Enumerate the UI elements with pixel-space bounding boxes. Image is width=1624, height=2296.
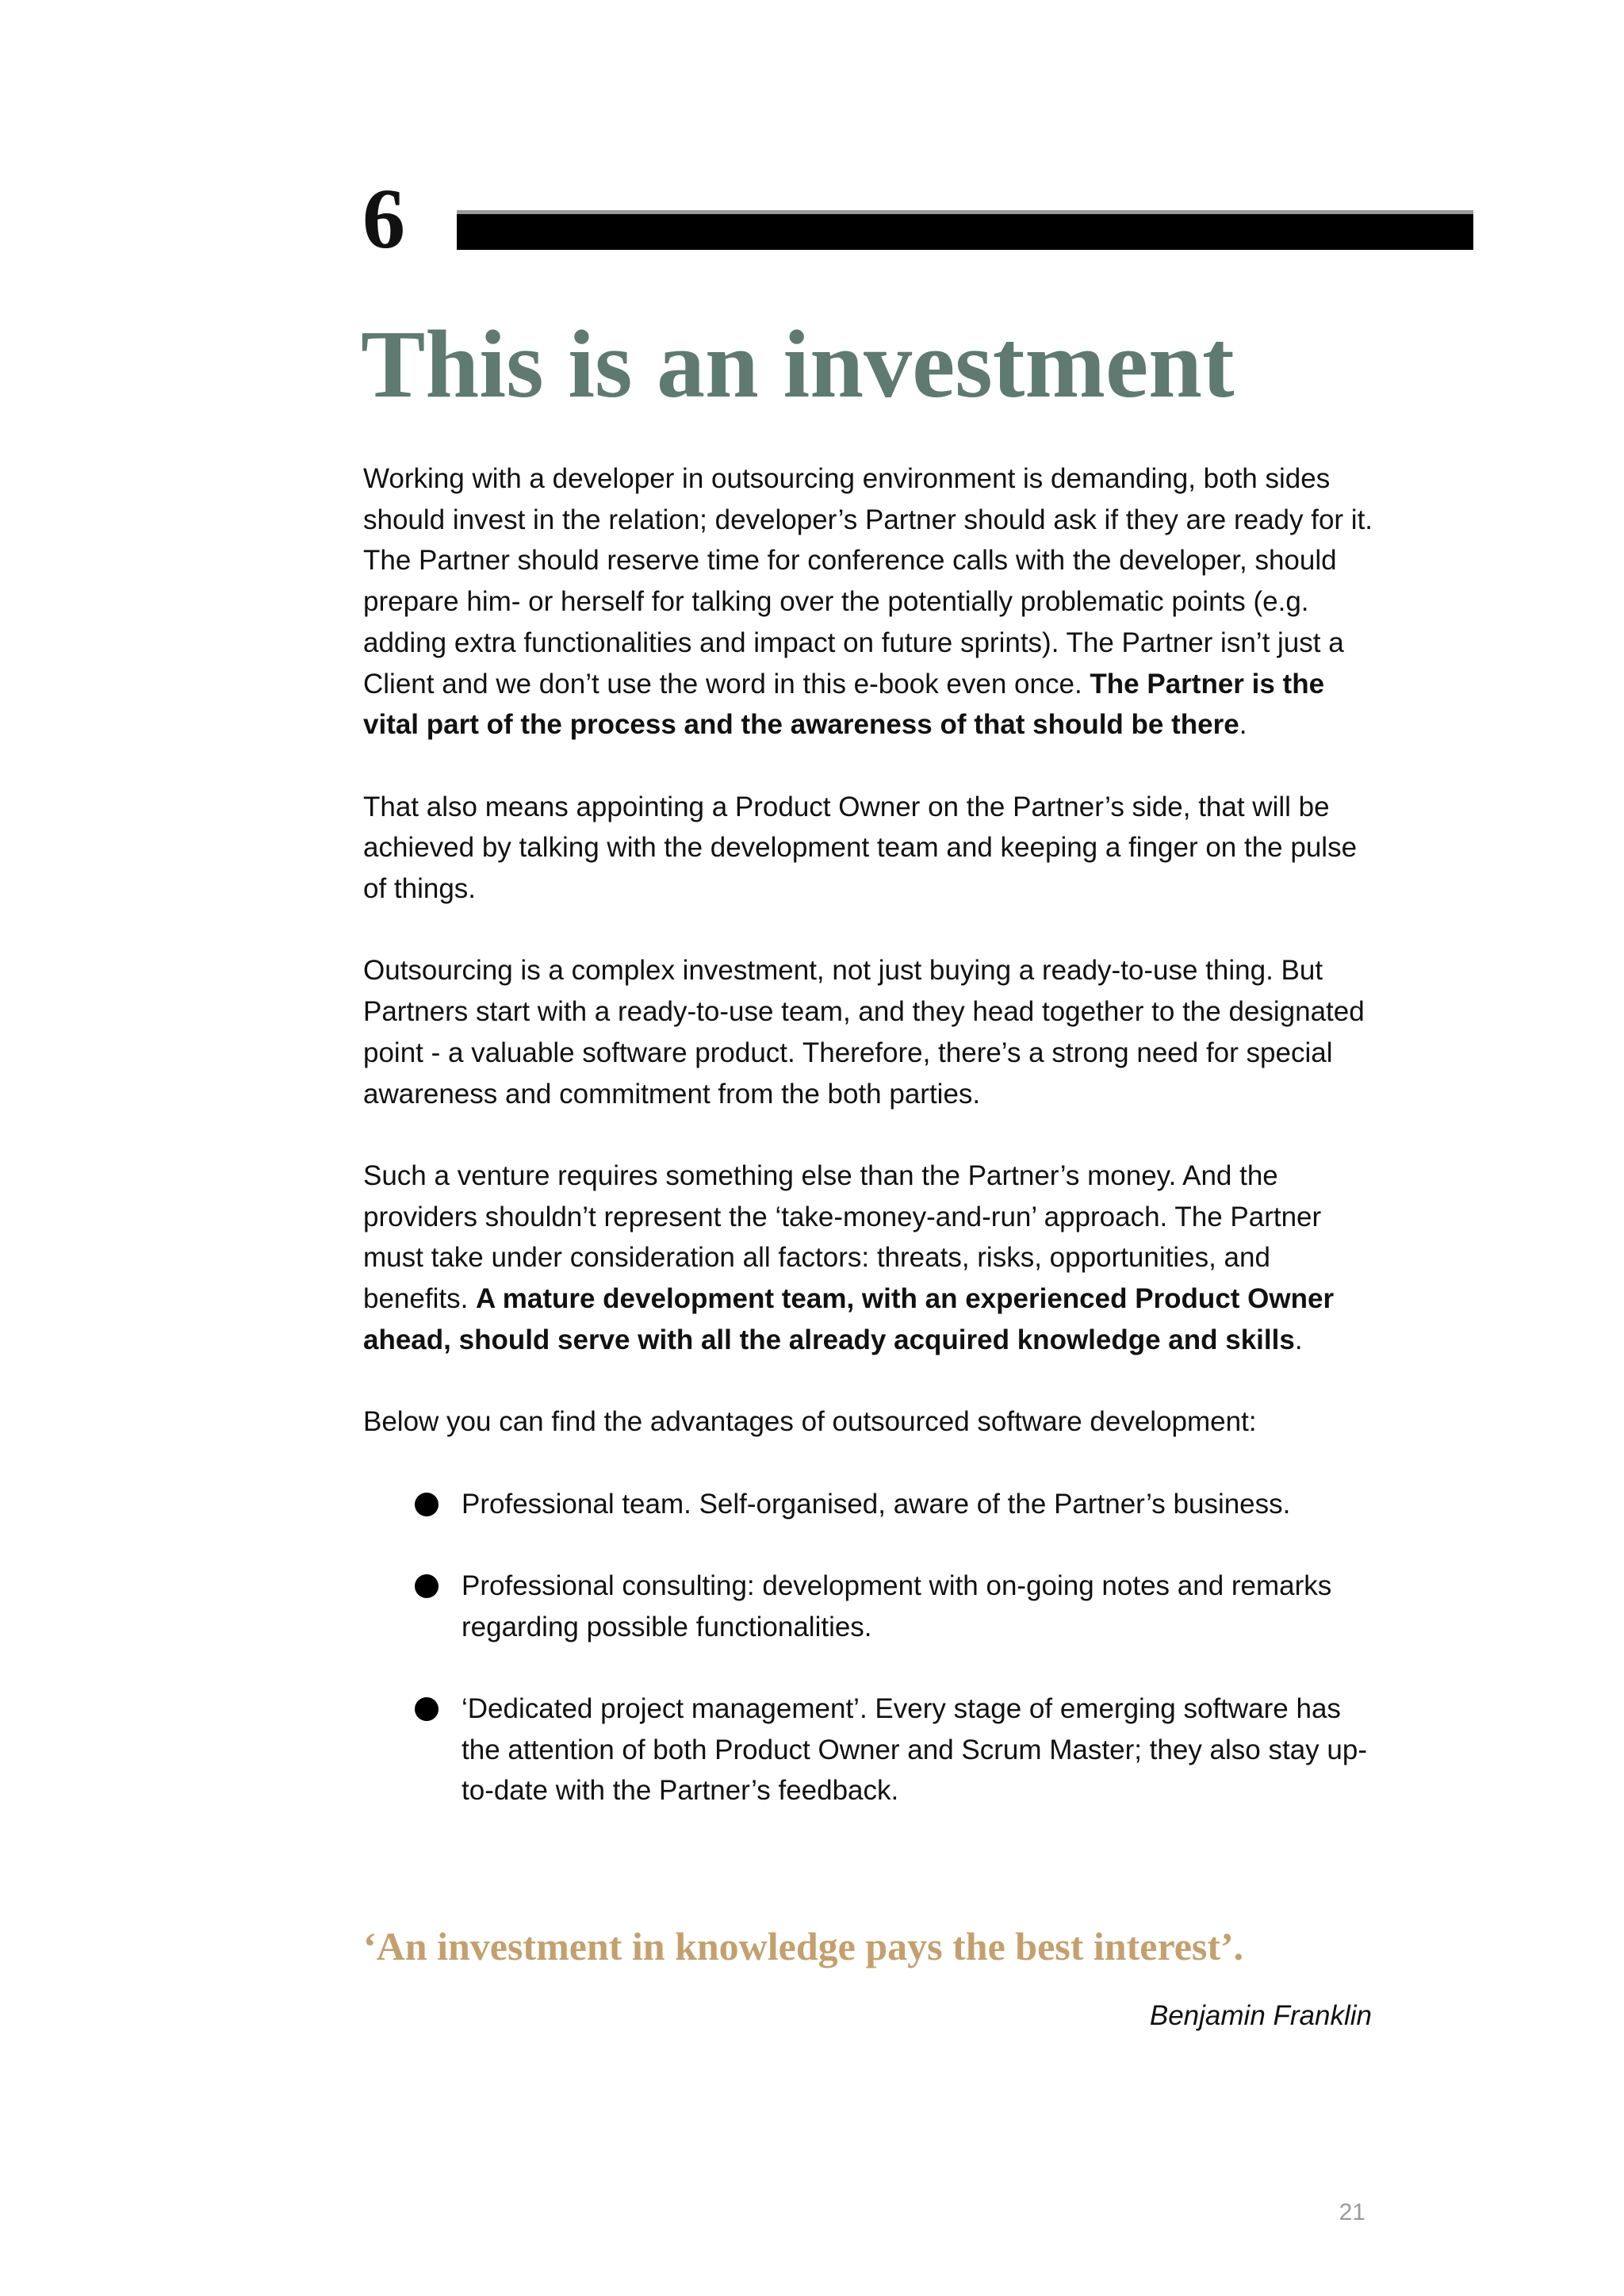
paragraph-5: Below you can find the advantages of outsourced software development: <box>363 1406 1257 1438</box>
quote-author: Benjamin Franklin <box>1149 2000 1372 2031</box>
chapter-divider-bar <box>457 210 1473 250</box>
list-item <box>363 1566 1378 1647</box>
bullet-icon <box>415 1697 439 1721</box>
paragraph-1-bold: The Partner is the vital part of the process and the awareness of that should be there <box>363 668 1325 741</box>
paragraph-4 <box>363 1156 1378 1361</box>
quote-text: ‘An investment in knowledge pays the best interest’. <box>363 1924 1244 1968</box>
page-number: 21 <box>1339 2199 1365 2225</box>
chapter-number: 6 <box>362 172 405 266</box>
list-item-text: ‘Dedicated project management’. Every stage of emerging software has the attention of both Product Owner and Scrum Master; they also stay up-to-date with the Partner’s feedback. <box>462 1692 1367 1807</box>
paragraph-1 <box>363 458 1378 746</box>
paragraph-3: Outsourcing is a complex investment, not just buying a ready-to-use thing. But Partners start with a ready-to-use team, and they head together to the designated point - a valuable software product. Therefore, there’s a strong need for special awareness and commitment from the both parties. <box>363 955 1365 1110</box>
bullet-icon <box>415 1574 439 1598</box>
list-item <box>363 1484 1378 1525</box>
paragraph-1-end: . <box>1239 709 1247 741</box>
body-text <box>363 458 1378 1853</box>
bullet-icon <box>415 1493 439 1516</box>
paragraph-4-bold: A mature development team, with an experienced Product Owner ahead, should serve with all the already acquired knowledge and skills <box>363 1283 1335 1355</box>
paragraph-2: That also means appointing a Product Owner on the Partner’s side, that will be achieved by talking with the development team and keeping a finger on the pulse of things. <box>363 791 1358 905</box>
list-item <box>363 1688 1378 1811</box>
paragraph-1-text: Working with a developer in outsourcing environment is demanding, both sides should invest in the relation; developer’s Partner should ask if they are ready for it. The Partner should reserve time for conference calls with the developer, should prepare him- or herself for talking over the potentially problematic points (e.g. adding extra functionalities and impact on future sprints). The Partner isn’t just a Client and we don’t use the word in this e-book even once. <box>363 463 1373 700</box>
advantages-list <box>363 1484 1378 1812</box>
paragraph-4-end: . <box>1294 1324 1303 1355</box>
list-item-text: Professional team. Self-organised, aware of the Partner’s business. <box>462 1488 1291 1520</box>
chapter-title: This is an investment <box>361 311 1235 418</box>
paragraph-4-text: Such a venture requires something else than the Partner’s money. And the providers shouldn’t represent the ‘take-money-and-run’ approach. The Partner must take under consideration all factors: threats, risks, opportunities, and benefits. <box>363 1159 1322 1315</box>
list-item-text: Professional consulting: development with on-going notes and remarks regarding possible functionalities. <box>462 1570 1332 1642</box>
